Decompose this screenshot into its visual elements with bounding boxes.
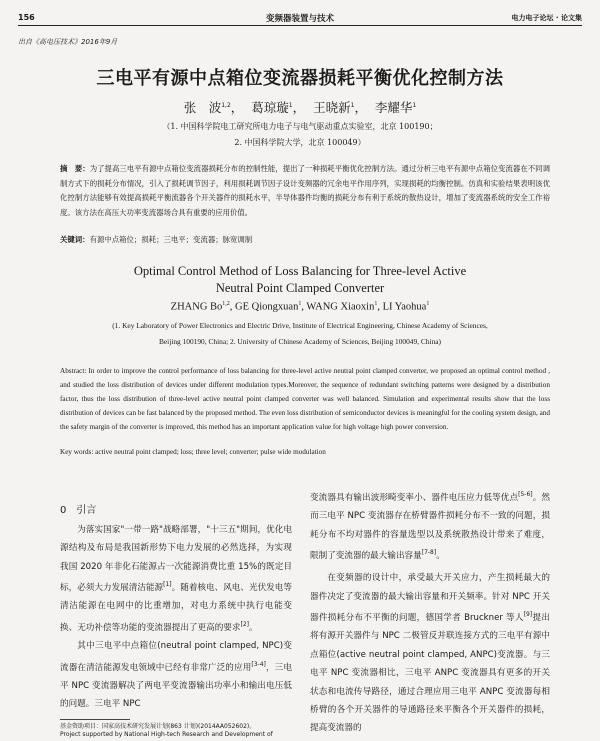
- paragraph-text: ，三电平 NPC 变流器解决了两电平变流器输出功率小和输出电压低的问题。三电平 NPC: [60, 662, 292, 710]
- keywords-cn-text: 有源中点箱位；损耗；三电平；变流器；脉宽调制: [89, 235, 253, 244]
- affiliation-en-line: (1. Key Laboratory of Power Electronics and Electric Drive, Institute of Electrical Engineering, Chinese Academy of Sciences,: [112, 321, 488, 330]
- abstract-en-label: Abstract:: [60, 367, 87, 375]
- author-name-en: LI Yaohua: [382, 301, 427, 313]
- keywords-cn-label: 关键词：: [60, 235, 90, 244]
- paragraph: [310, 486, 550, 565]
- journal-name: 变频器装置与技术: [265, 14, 334, 24]
- citation: [7-8]: [421, 549, 437, 557]
- paragraph: [310, 569, 550, 738]
- paragraph-text: 。: [436, 550, 445, 561]
- paper-title-en-line: Neutral Point Clamped Converter: [215, 281, 385, 295]
- author-name: 张 波: [183, 100, 222, 115]
- section-heading: 0 引言: [60, 505, 97, 516]
- page-number: 156: [18, 13, 35, 22]
- paper-title-en: [0, 263, 600, 297]
- affiliation-cn-1: （1. 中国科学院电工研究所电力电子与电气驱动重点实验室，北京 100190；: [162, 122, 438, 131]
- paragraph-text: 。随着核电、风电、光伏发电等清洁能源在电网中的比重增加，对电力系统中执行电能变换、无功补偿等功能的变流器提出了更高的要求: [60, 583, 292, 633]
- paragraph-text: 其中三电平中点箱位(neutral point clamped, NPC)变流器在清洁能源发电领域中已经有非常广泛的应用: [60, 641, 292, 673]
- author-affil-marker: 1,2: [222, 301, 230, 307]
- author-affil-marker: 1: [412, 101, 417, 109]
- author-affil-marker: 1,2: [221, 101, 231, 109]
- authors-en: ZHANG Bo$^{1,2}$, GE Qiongxuan$^1$, WANG Xiaoxin$^1$, LI Yaohua$^1$: [170, 301, 430, 313]
- abstract-cn-label: 摘 要：: [60, 164, 90, 173]
- source-line: 出自《高电压技术》2016年9月: [18, 38, 118, 46]
- paragraph-text: 。: [248, 622, 258, 633]
- author-affil-marker: 1: [288, 101, 293, 109]
- paper-title-en-line: Optimal Control Method of Loss Balancing for Three-level Active: [133, 264, 467, 278]
- citation: [2]: [240, 620, 249, 628]
- paragraph-text: 。然而三电平 NPC 变流器存在桥臂器件损耗分布不一致的问题，损耗分布不均对器件的容量选型以及系统散热设计带来了难度，限制了变流器的最大输出容量: [310, 492, 550, 561]
- footnote-line: Project supported by National High-tech Research and Development of: [60, 731, 273, 738]
- abstract-cn: [60, 162, 550, 220]
- author-name: 葛琼璇: [251, 100, 289, 115]
- author-name-en: WANG Xiaoxin: [306, 301, 375, 313]
- author-affil-marker: 1: [350, 101, 355, 109]
- affiliations-en: [0, 318, 600, 350]
- footnote: [60, 723, 290, 739]
- paragraph: [60, 521, 292, 637]
- author-affil-marker: 1: [374, 301, 378, 307]
- abstract-en-text: In order to improve the control performance of loss balancing for three-level active neutral point clamped converter, we proposed an optimal control method , and studied the loss distribution of devices under different modulation types.Moreover, the sequence of redundant switching patterns were designed by a distribution factor, thus the loss distribution of three-level active neutral point clamped converter was well balanced. Simulation and experimental results show that the loss distribution of devices can be fast balanced by the proposed method. The even loss distribution of semiconductor devices is meaningful for the cooling system design, and the safety margin of the converter is improved, this method has an important application value for high voltage high power conversion.: [60, 367, 550, 431]
- header-rule: [18, 25, 582, 26]
- affiliation-cn-2: 2. 中国科学院大学，北京 100049）: [234, 138, 366, 147]
- affiliation-en-line: Beijing 100190, China; 2. University of Chinese Academy of Sciences, Beijing 100049, China): [158, 337, 442, 346]
- paragraph-text: 变流器具有输出波形畸变率小、器件电压应力低等优点: [310, 492, 519, 503]
- right-column: [310, 486, 550, 738]
- footnote-rule: [60, 719, 130, 720]
- paper-title-cn: 三电平有源中点箱位变流器损耗平衡优化控制方法: [96, 68, 504, 89]
- keywords-en-text: active neutral point clamped; loss; three level; converter; pulse wide modulation: [93, 448, 326, 456]
- author-name: 王晓新: [313, 100, 351, 115]
- author-name: 李耀华: [374, 100, 413, 115]
- abstract-cn-text: 为了提高三电平有源中点箱位变流器损耗分布的控制性能，提出了一种损耗平衡优化控制方法。通过分析三电平有源中点箱位变流器在不同调制方式下的损耗分布情况，引入了损耗调节因子，利用损耗调节因子设计变频器的冗余电平作用序列，实现损耗的均衡控制。仿真和实验结果表明该优化控制方法能够有效提高损耗平衡流器各个开关器件的损耗水平，半导体器件均衡的损耗分布有利于系统的散热设计，增加了变流器系统的安全工作裕度。该方法在高压大功率变流器场合具有重要的应用价值。: [60, 164, 550, 217]
- left-column: [60, 521, 292, 714]
- author-name-en: ZHANG Bo: [170, 301, 223, 313]
- citation: [9]: [523, 611, 533, 619]
- paragraph-text: 为落实国家"一带一路"战略部署，"十三五"期间，优化电源结构及布局是我国新形势下电力发展的必然选择，为实现我国 2020 年非化石能源占一次能源消费比重 15%的既定目标，必须大力发展清洁能源: [60, 525, 292, 594]
- keywords-cn: [60, 234, 550, 245]
- citation: [3-4]: [251, 660, 266, 668]
- paragraph: [60, 637, 292, 713]
- citation: [1]: [163, 581, 172, 589]
- author-name-en: GE Qiongxuan: [235, 301, 299, 313]
- paragraph-text: 提出将有源开关器件与 NPC 二极管反并联连接方式的三电平有源中点箱位(active neutral point clamped, ANPC)变流器。与三电平 NPC 变流器相比，三电平 ANPC 变流器具有更多的开关状态和电流传导路径，通过合理应用三电平 ANPC 变流器每相桥臂的各个开关器件的导通路径来平衡各个开关器件的损耗，提高变流器的: [310, 613, 550, 734]
- keywords-en-label: Key words:: [60, 448, 94, 456]
- keywords-en: [60, 448, 550, 456]
- abstract-en: [60, 364, 550, 434]
- author-affil-marker: 1: [426, 301, 430, 307]
- footnote-line: 基金资助项目：国家高技术研究发展计划(863 计划)(2014AA052602)。: [60, 723, 256, 730]
- authors-cn: 张 波$^{1,2}$， 葛琼璇$^1$， 王晓新$^1$， 李耀华$^1$: [183, 100, 417, 115]
- paragraph-text: 在变频器的设计中，承受最大开关应力，产生损耗最大的器件决定了变流器的最大输出容量和开关频率。针对 NPC 开关器件损耗分布不平衡的问题，德国学者 Bruckner 等人: [310, 573, 550, 624]
- citation: [5-6]: [518, 491, 533, 498]
- journal-section: 电力电子论坛 · 论文集: [511, 14, 582, 22]
- author-affil-marker: 1: [298, 301, 302, 307]
